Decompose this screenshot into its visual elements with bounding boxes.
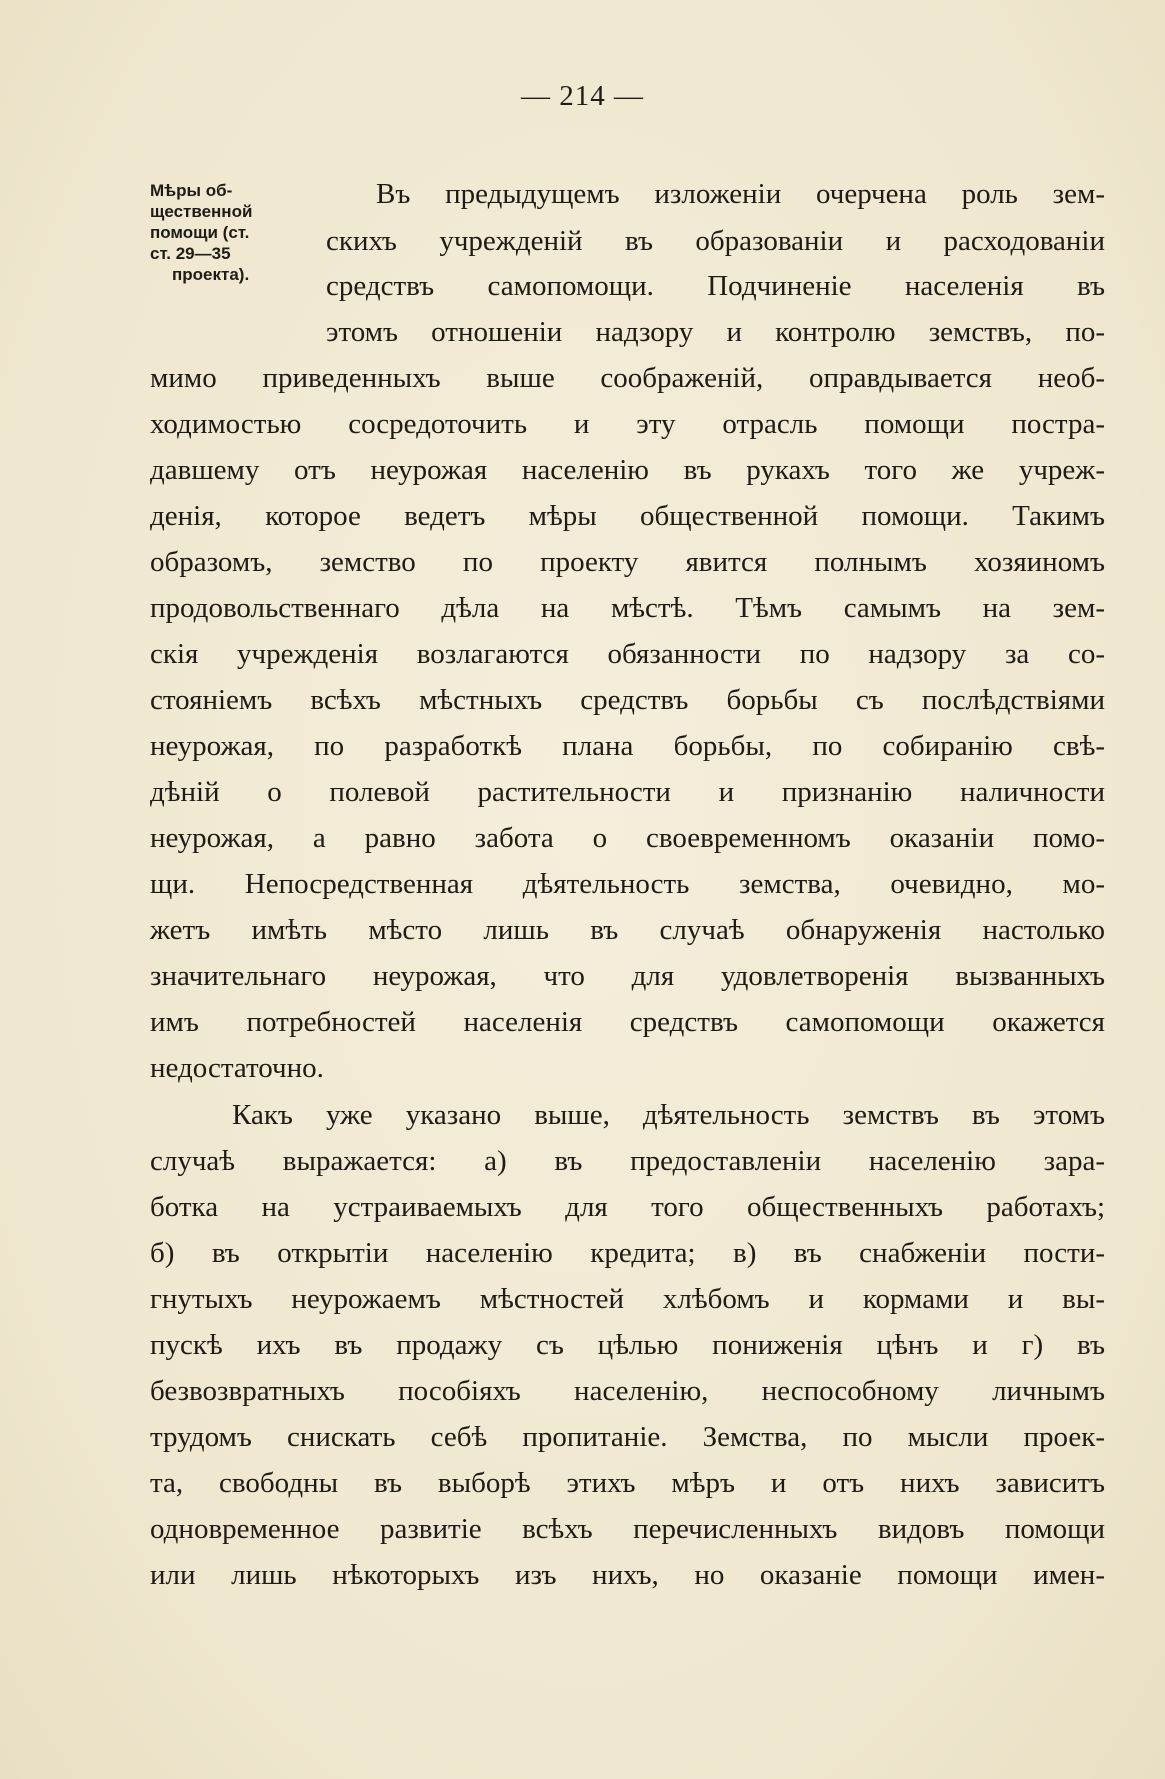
text-line: неурожая, по разработкѣ плана борьбы, по собиранію свѣ- <box>150 730 1105 762</box>
margin-note <box>150 180 300 285</box>
text-line: денія, которое ведетъ мѣры общественной помощи. Такимъ <box>150 500 1105 532</box>
text-line: имъ потребностей населенія средствъ самопомощи окажется <box>150 1006 1105 1038</box>
text-line: скихъ учрежденій въ образованіи и расходованіи <box>326 225 1105 257</box>
text-line: ходимостью сосредоточить и эту отрасль помощи постра- <box>150 408 1105 440</box>
text-line: пускѣ ихъ въ продажу съ цѣлью пониженія цѣнъ и г) въ <box>150 1329 1105 1361</box>
text-line: давшему отъ неурожая населенію въ рукахъ того же учреж- <box>150 454 1105 486</box>
text-line: Какъ уже указано выше, дѣятельность земствъ въ этомъ <box>232 1099 1105 1131</box>
text-line: образомъ, земство по проекту явится полнымъ хозяиномъ <box>150 546 1105 578</box>
text-line: средствъ самопомощи. Подчиненіе населенія въ <box>326 270 1105 302</box>
text-line: скія учрежденія возлагаются обязанности по надзору за со- <box>150 638 1105 670</box>
text-line: жетъ имѣть мѣсто лишь въ случаѣ обнаруженія настолько <box>150 914 1105 946</box>
margin-note-line: ст. 29—35 <box>150 244 231 263</box>
text-line: та, свободны въ выборѣ этихъ мѣръ и отъ нихъ зависитъ <box>150 1467 1105 1499</box>
margin-note-line: щественной <box>150 202 253 221</box>
text-line: значительнаго неурожая, что для удовлетворенія вызванныхъ <box>150 960 1105 992</box>
text-line: трудомъ снискать себѣ пропитаніе. Земства, по мысли проек- <box>150 1421 1105 1453</box>
text-line: Въ предыдущемъ изложеніи очерчена роль зем- <box>376 178 1105 210</box>
text-line: недостаточно. <box>150 1052 324 1084</box>
page-number: — 214 — <box>521 80 644 112</box>
text-line: б) въ открытіи населенію кредита; в) въ снабженіи пости- <box>150 1237 1105 1269</box>
text-line: стояніемъ всѣхъ мѣстныхъ средствъ борьбы съ послѣдствіями <box>150 684 1105 716</box>
text-line: одновременное развитіе всѣхъ перечисленныхъ видовъ помощи <box>150 1513 1105 1545</box>
text-line: или лишь нѣкоторыхъ изъ нихъ, но оказаніе помощи имен- <box>150 1559 1105 1591</box>
text-line: дѣній о полевой растительности и признанію наличности <box>150 776 1105 808</box>
text-line: безвозвратныхъ пособіяхъ населенію, неспособному личнымъ <box>150 1375 1105 1407</box>
margin-note-line: помощи (ст. <box>150 223 250 242</box>
margin-note-line: Мѣры об- <box>150 181 233 200</box>
text-line: ботка на устраиваемыхъ для того общественныхъ работахъ; <box>150 1191 1105 1223</box>
text-line: неурожая, а равно забота о своевременномъ оказаніи помо- <box>150 822 1105 854</box>
text-line: этомъ отношеніи надзору и контролю земствъ, по- <box>326 316 1105 348</box>
margin-note-line: проекта). <box>172 265 250 284</box>
text-line: щи. Непосредственная дѣятельность земства, очевидно, мо- <box>150 868 1105 900</box>
text-line: мимо приведенныхъ выше соображеній, оправдывается необ- <box>150 362 1105 394</box>
text-line: продовольственнаго дѣла на мѣстѣ. Тѣмъ самымъ на зем- <box>150 592 1105 624</box>
text-line: случаѣ выражается: а) въ предоставленіи населенію зара- <box>150 1145 1105 1177</box>
text-line: гнутыхъ неурожаемъ мѣстностей хлѣбомъ и кормами и вы- <box>150 1283 1105 1315</box>
